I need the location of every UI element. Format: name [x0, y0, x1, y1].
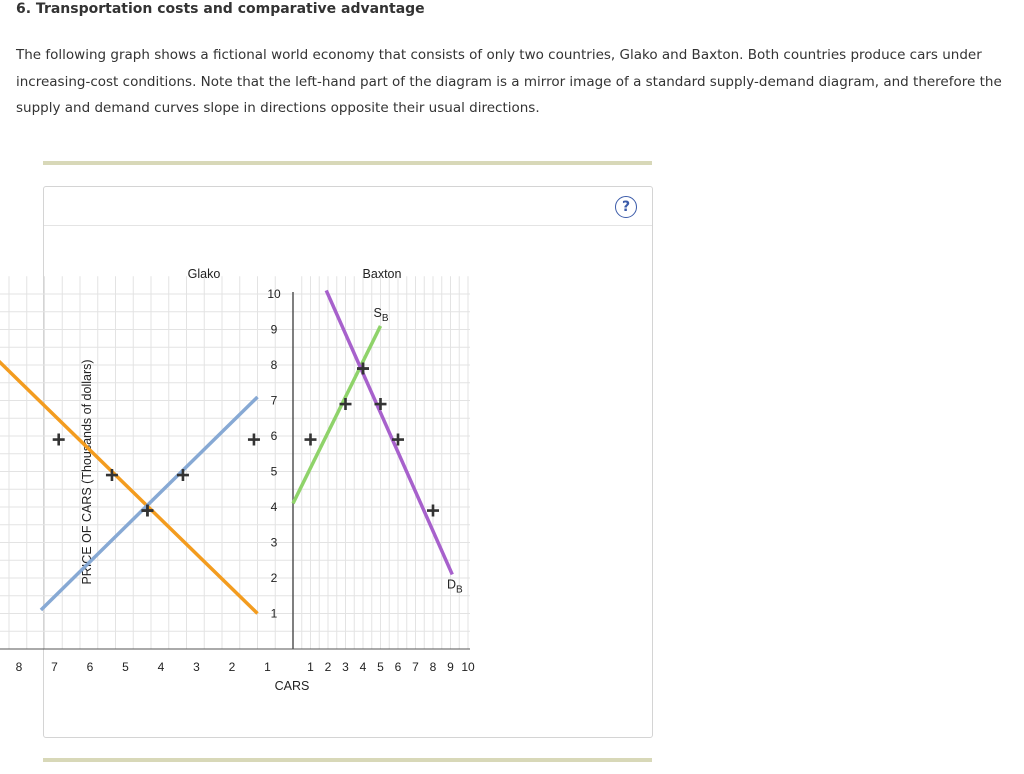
panel-title-baxton: Baxton — [362, 267, 402, 281]
divider-top — [43, 161, 652, 165]
x-tick-label-glako: 7 — [51, 660, 58, 674]
glako-demand-point-marker — [141, 505, 153, 517]
x-tick-label-baxton: 1 — [307, 660, 314, 674]
y-tick-label: 5 — [270, 464, 278, 479]
supply-demand-chart[interactable] — [15, 187, 652, 737]
graph-panel — [15, 186, 653, 738]
y-tick-label: 3 — [270, 535, 278, 550]
y-tick-label: 4 — [270, 500, 278, 514]
y-axis-title: PRICE OF CARS (Thousands of dollars) — [80, 359, 94, 585]
x-tick-label-glako: 5 — [122, 660, 129, 674]
baxton-demand-curve-label: $D_B$ — [447, 577, 463, 596]
x-tick-label-glako: 1 — [264, 660, 271, 674]
x-tick-label-baxton: 4 — [359, 660, 367, 674]
x-tick-label-baxton: 6 — [394, 660, 402, 674]
question-heading: 6. Transportation costs and comparative advantage — [16, 1, 425, 17]
baxton-supply-curve-label: $S_B$ — [373, 306, 389, 325]
y-tick-label: 8 — [270, 358, 278, 372]
y-tick-label: 6 — [270, 429, 278, 443]
y-tick-label: 7 — [270, 393, 278, 408]
glako-supply-point-marker — [53, 434, 65, 446]
glako-supply-point-marker — [106, 469, 118, 481]
baxton-supply-point-marker — [305, 434, 317, 446]
y-tick-label: 10 — [267, 287, 281, 301]
y-tick-label: 9 — [270, 322, 278, 337]
baxton-demand-point-marker — [427, 505, 439, 517]
y-tick-label: 2 — [270, 571, 278, 585]
divider-bottom — [43, 758, 652, 762]
glako-demand-point-marker — [177, 469, 189, 481]
x-tick-label-glako: 4 — [157, 660, 165, 674]
question-text: The following graph shows a fictional world economy that consists of only two countries, Glako and Baxton. Both countries produce cars under increasing-cost conditions. Note that the left-hand part of the diagram is a mirror image of a standard supply-demand diagram, and therefore the supply and demand curves slope in directions opposite their usual directions. — [16, 47, 1002, 116]
x-tick-label-baxton: 9 — [447, 660, 454, 674]
x-tick-label-glako: 2 — [228, 660, 236, 674]
panel-title-glako: Glako — [187, 267, 221, 281]
x-tick-label-baxton: 8 — [429, 660, 437, 674]
x-tick-label-baxton: 3 — [342, 660, 349, 674]
x-tick-label-baxton: 7 — [412, 660, 419, 674]
glako-supply-curve — [0, 333, 257, 613]
x-tick-label-glako: 3 — [193, 660, 200, 674]
x-tick-label-baxton: 2 — [324, 660, 332, 674]
x-tick-label-baxton: 5 — [377, 660, 384, 674]
x-tick-label-baxton: 10 — [461, 660, 475, 674]
y-tick-label: 1 — [270, 606, 278, 621]
x-tick-label-glako: 6 — [86, 660, 94, 674]
x-axis-title: CARS — [274, 679, 310, 693]
glako-demand-point-marker — [248, 434, 260, 446]
x-tick-label-glako: 8 — [15, 660, 23, 674]
help-icon[interactable]: ? — [615, 196, 637, 218]
